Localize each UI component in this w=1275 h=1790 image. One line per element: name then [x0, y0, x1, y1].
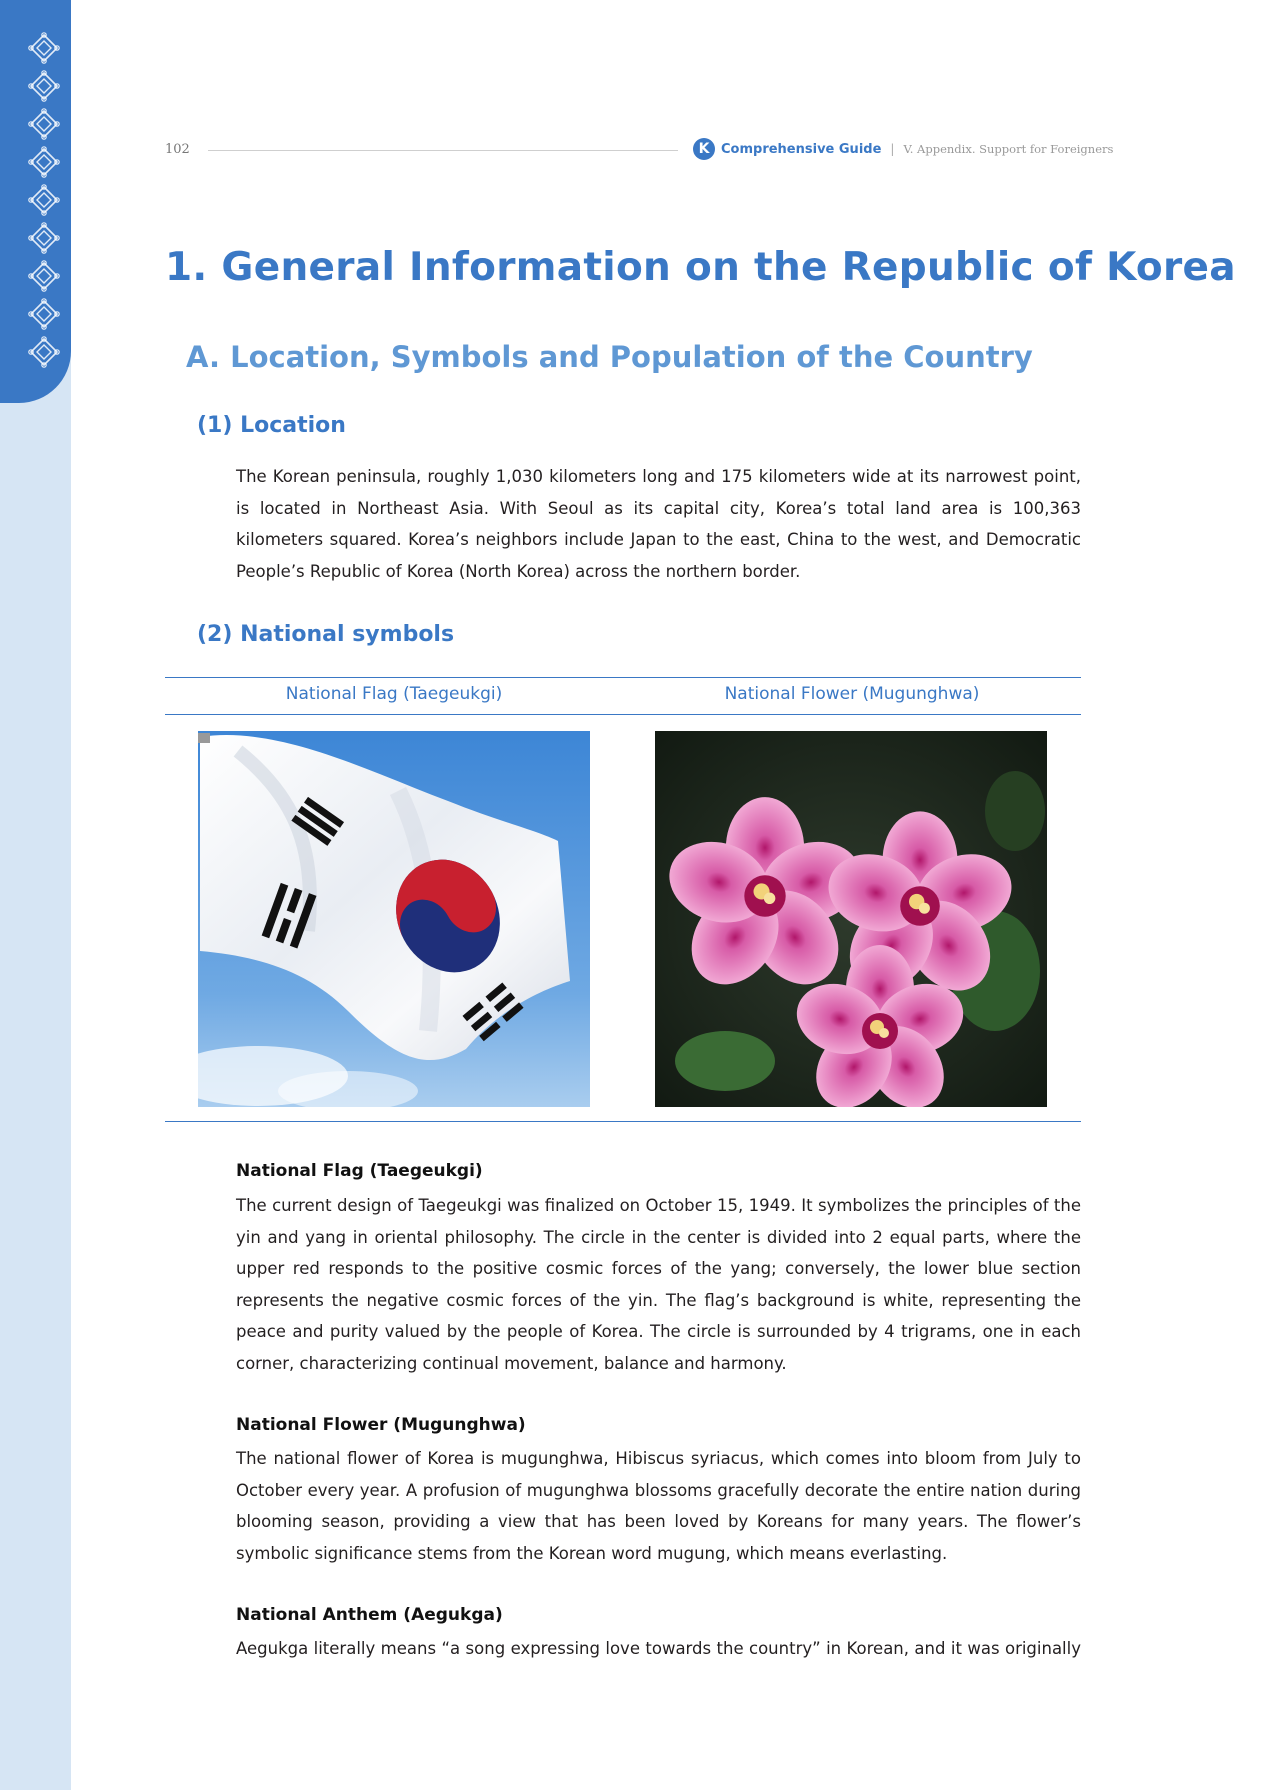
table-top-rule: [165, 677, 1081, 678]
page-number: 102: [165, 142, 190, 157]
flag-photo: [198, 731, 590, 1107]
header-rule: [208, 150, 678, 151]
table-header-rule: [165, 714, 1081, 715]
column-header-flag: National Flag (Taegeukgi): [285, 684, 503, 704]
flag-paragraph: The current design of Taegeukgi was finalized on October 15, 1949. It symbolizes the principles of the yin and yang in oriental philosophy. The circle in the center is divided into 2 equal parts, where the upper red responds to the positive cosmic forces of the yang; conversely, the lower blue section represents the negative cosmic forces of the yin. The flag’s background is white, representing the peace and purity valued by the people of Korea. The circle is surrounded by 4 trigrams, one in each corner, characterizing continual movement, balance and harmony.: [236, 1196, 1081, 1373]
section-heading: A. Location, Symbols and Population of the Country: [186, 340, 1033, 374]
running-header: [693, 137, 1113, 161]
symbols-heading: (2) National symbols: [197, 622, 455, 647]
location-paragraph: The Korean peninsula, roughly 1,030 kilometers long and 175 kilometers wide at its narrowest point, is located in Northeast Asia. With Seoul as its capital city, Korea’s total land area is 100,363 kilometers squared. Korea’s neighbors include Japan to the east, China to the west, and Democratic People’s Republic of Korea (North Korea) across the northern border.: [236, 467, 1081, 581]
anthem-paragraph: Aegukga literally means “a song expressing love towards the country” in Korean, and it was originally: [236, 1639, 1081, 1658]
flower-heading: National Flower (Mugunghwa): [236, 1415, 526, 1435]
chapter-tab: [0, 0, 71, 403]
page-title: 1. General Information on the Republic of Korea: [165, 245, 1236, 290]
header-separator: |: [890, 142, 895, 156]
guide-logo-icon: K: [693, 138, 715, 160]
ornament-icon: [0, 28, 71, 408]
flower-photo: [655, 731, 1047, 1107]
table-bottom-rule: [165, 1121, 1081, 1122]
anthem-heading: National Anthem (Aegukga): [236, 1605, 503, 1625]
column-header-flower: National Flower (Mugunghwa): [724, 684, 980, 704]
flag-heading: National Flag (Taegeukgi): [236, 1161, 483, 1181]
flower-paragraph: The national flower of Korea is mugunghwa, Hibiscus syriacus, which comes into bloom from July to October every year. A profusion of mugunghwa blossoms gracefully decorate the entire nation during blooming season, providing a view that has been loved by Koreans for many years. The flower’s symbolic significance stems from the Korean word mugung, which means everlasting.: [236, 1449, 1081, 1563]
location-heading: (1) Location: [197, 413, 346, 438]
section-path: V. Appendix. Support for Foreigners: [903, 142, 1114, 156]
guide-title: Comprehensive Guide: [721, 141, 882, 157]
